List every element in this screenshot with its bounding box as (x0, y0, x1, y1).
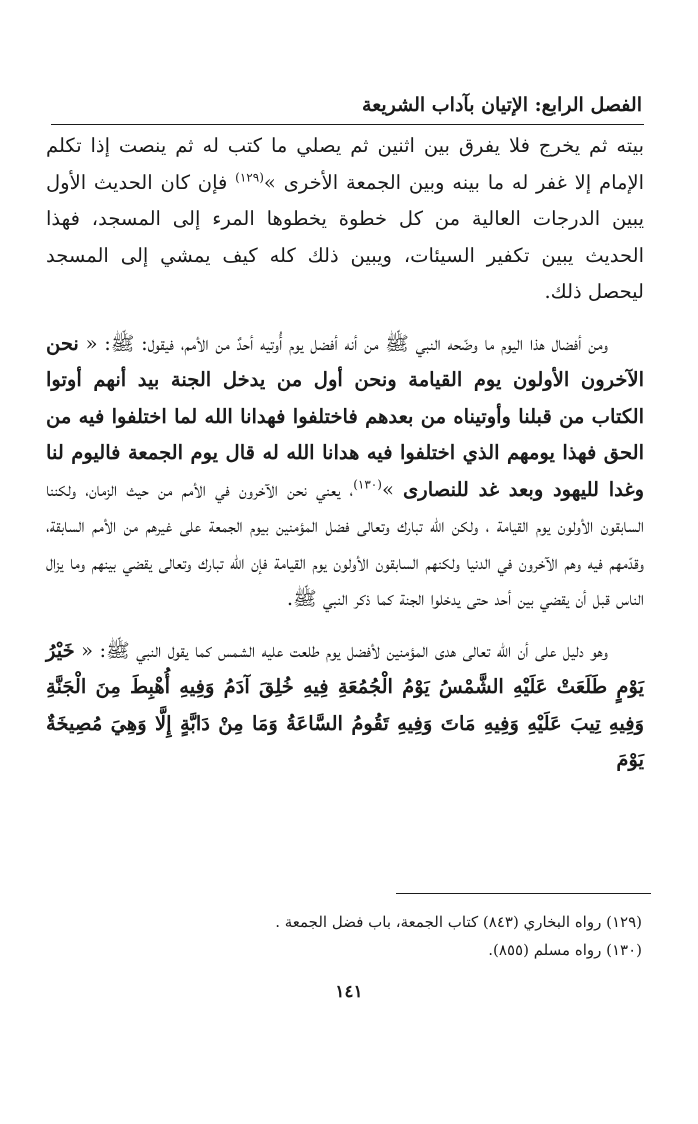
paragraph-1-text: بيته ثم يخرج فلا يفرق بين اثنين ثم يصلي ما كتب له ثم ينصت إذا تكلم الإمام إلا غفر له ما بينه وبين الجمعة الأخرى »$^{(١٢٩)}$ فإن كان الحديث الأول يبين الدرجات العالية من كل خطوة يخطوها المرء إلى المسجد، فهذا الحديث يبين تكفير السيئات، ويبين ذلك كله كيف يمشي إلى المسجد ليحصل ذلك. (46, 134, 644, 303)
footnote-129: (١٢٩) رواه البخاري (٨٤٣) كتاب الجمعة، باب فضل الجمعة . (275, 913, 642, 931)
paragraph-3-intro: وهو دليل على أن الله تعالى هدى المؤمنين لأفضل يوم طلعت عليه الشمس كما يقول النبي ﷺ: « (81, 638, 609, 662)
footnote-separator (396, 893, 651, 894)
paragraph-2-intro: ومن أفضال هذا اليوم ما وضّحه النبي ﷺ من أنه أفضل يوم أُوتيه أحدٌ من الأمم، فيقول: ﷺ: « (85, 331, 608, 355)
paragraph-2-close-quote: » (381, 477, 394, 501)
paragraph-2 (46, 326, 644, 618)
paragraph-3 (46, 633, 644, 779)
footnote-ref-130: (١٣٠) (353, 477, 382, 491)
header-rule (51, 124, 644, 125)
footnote-ref-129: (١٢٩) (235, 170, 264, 184)
footnotes (46, 908, 642, 964)
paragraph-2-rest: ، يعني نحن الآخرون في الأمم من حيث الزمان، ولكننا السابقون الأولون يوم القيامة ، ولكن الله تبارك وتعالى فضل المؤمنين بيوم الجمعة على غيرهم من الأمم السابقة، وقدّمهم فيه وهم الآخرون في الدنيا ولكنهم السابقون الأولون يوم القيامة فإن الله تبارك وتعالى يقضي بينهم وما يزال الناس قبل أن يقضي بين أحد حتى يدخلوا الجنة كما ذكر النبي ﷺ. (46, 477, 644, 610)
paragraph-3-hadith: خَيْرُ يَوْمٍ طَلَعَتْ عَلَيْهِ الشَّمْسُ يَوْمُ الْجُمُعَةِ فِيهِ خُلِقَ آدَمُ وَفِيهِ أُهْبِطَ مِنَ الْجَنَّةِ وَفِيهِ تِيبَ عَلَيْهِ وَفِيهِ مَاتَ وَفِيهِ تَقُومُ السَّاعَةُ وَمَا مِنْ دَابَّةٍ إِلَّا وَهِيَ مُصِيخَةٌ يَوْمَ (46, 638, 644, 771)
paragraph-1 (46, 128, 644, 311)
running-header: الفصل الرابع: الإتيان بآداب الشريعة (362, 94, 642, 116)
paragraph-2-hadith: نحن الآخرون الأولون يوم القيامة ونحن أول من يدخل الجنة بيد أنهم أوتوا الكتاب من قبلنا وأوتيناه من بعدهم فاختلفوا فهدانا الله لما اختلفوا فيه من الحق فهذا يومهم الذي اختلفوا فيه هدانا الله له قال يوم الجمعة فاليوم لنا وغدا لليهود وبعد غد للنصارى (46, 331, 644, 501)
body-text (46, 128, 644, 779)
footnote-130: (١٣٠) رواه مسلم (٨٥٥). (488, 941, 642, 959)
page-number: ١٤١ (335, 982, 363, 1002)
